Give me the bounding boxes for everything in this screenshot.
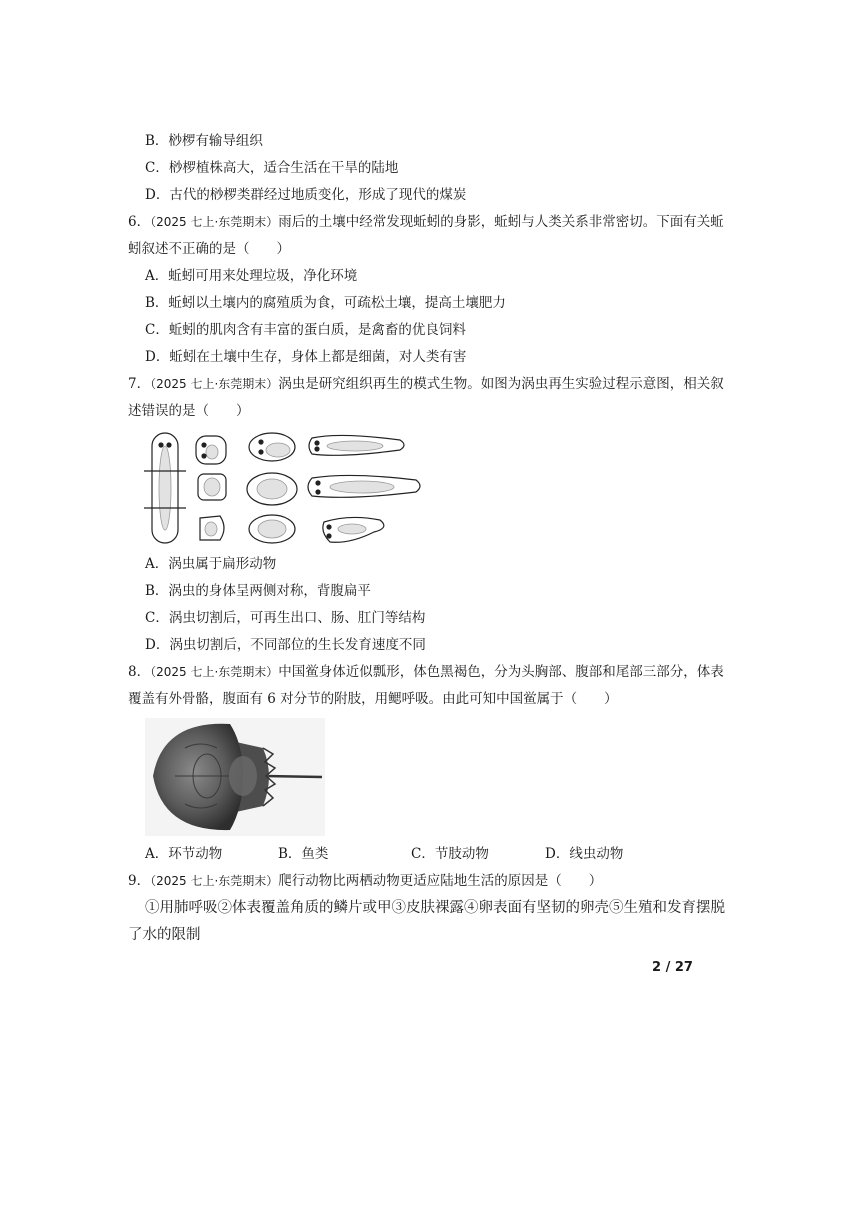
q5-option-c: C．桫椤植株高大，适合生活在干旱的陆地 <box>145 160 399 176</box>
q6-option-c: C．蚯蚓的肌肉含有丰富的蛋白质，是禽畜的优良饲料 <box>145 322 466 338</box>
q5-option-d: D．古代的桫椤类群经过地质变化，形成了现代的煤炭 <box>145 187 467 203</box>
q7-option-a: A．涡虫属于扁形动物 <box>145 556 277 572</box>
q7-option-b: B．涡虫的身体呈两侧对称，背腹扁平 <box>145 583 371 599</box>
q6-stem-line1 <box>128 213 724 231</box>
q7-number: 7． <box>128 376 151 392</box>
q6-option-d: D．蚯蚓在土壤中生存，身体上都是细菌，对人类有害 <box>145 349 467 365</box>
q6-option-a: A．蚯蚓可用来处理垃圾，净化环境 <box>145 268 358 284</box>
q9-stem-text: 爬行动物比两栖动物更适应陆地生活的原因是（ ） <box>278 873 603 889</box>
q9-source-tag: （2025 七上·东莞期末） <box>150 874 279 888</box>
q7-stem-line2: 述错误的是（ ） <box>128 403 250 419</box>
q9-stem <box>128 872 602 890</box>
q6-stem-text: 雨后的土壤中经常发现蚯蚓的身影，蚯蚓与人类关系非常密切。下面有关蚯 <box>278 214 724 230</box>
q8-stem-line2: 覆盖有外骨骼，腹面有 6 对分节的附肢，用鳃呼吸。由此可知中国鲎属于（ ） <box>128 691 618 707</box>
planarian-regeneration-diagram <box>140 428 430 550</box>
q8-option-d: D．线虫动物 <box>545 846 624 862</box>
q8-option-a: A．环节动物 <box>145 846 223 862</box>
q5-option-b: B．桫椤有输导组织 <box>145 133 263 149</box>
q9-items-line1: ①用肺呼吸②体表覆盖角质的鳞片或甲③皮肤裸露④卵表面有坚韧的卵壳⑤生殖和发育摆脱 <box>145 900 725 916</box>
q9-number: 9． <box>128 873 151 889</box>
q8-source-tag: （2025 七上·东莞期末） <box>150 665 279 679</box>
q8-stem-line1 <box>128 663 724 681</box>
q8-number: 8． <box>128 664 151 680</box>
q7-source-tag: （2025 七上·东莞期末） <box>150 377 279 391</box>
q9-items-line2: 了水的限制 <box>128 927 201 943</box>
q7-option-d: D．涡虫切割后，不同部位的生长发育速度不同 <box>145 637 426 653</box>
page-number: 2 / 27 <box>652 960 693 975</box>
q8-option-b: B．鱼类 <box>278 846 329 862</box>
q6-number: 6． <box>128 214 151 230</box>
q6-option-b: B．蚯蚓以土壤内的腐殖质为食，可疏松土壤，提高土壤肥力 <box>145 295 506 311</box>
q6-source-tag: （2025 七上·东莞期末） <box>150 215 279 229</box>
q6-stem-line2: 蚓叙述不正确的是（ ） <box>128 241 290 257</box>
q7-option-c: C．涡虫切割后，可再生出口、肠、肛门等结构 <box>145 610 426 626</box>
q7-stem-line1 <box>128 375 724 393</box>
horseshoe-crab-image <box>145 718 325 836</box>
q7-stem-text: 涡虫是研究组织再生的模式生物。如图为涡虫再生实验过程示意图，相关叙 <box>278 376 724 392</box>
q8-option-c: C．节肢动物 <box>411 846 489 862</box>
q8-stem-text: 中国鲎身体近似瓢形，体色黑褐色，分为头胸部、腹部和尾部三部分，体表 <box>278 664 724 680</box>
